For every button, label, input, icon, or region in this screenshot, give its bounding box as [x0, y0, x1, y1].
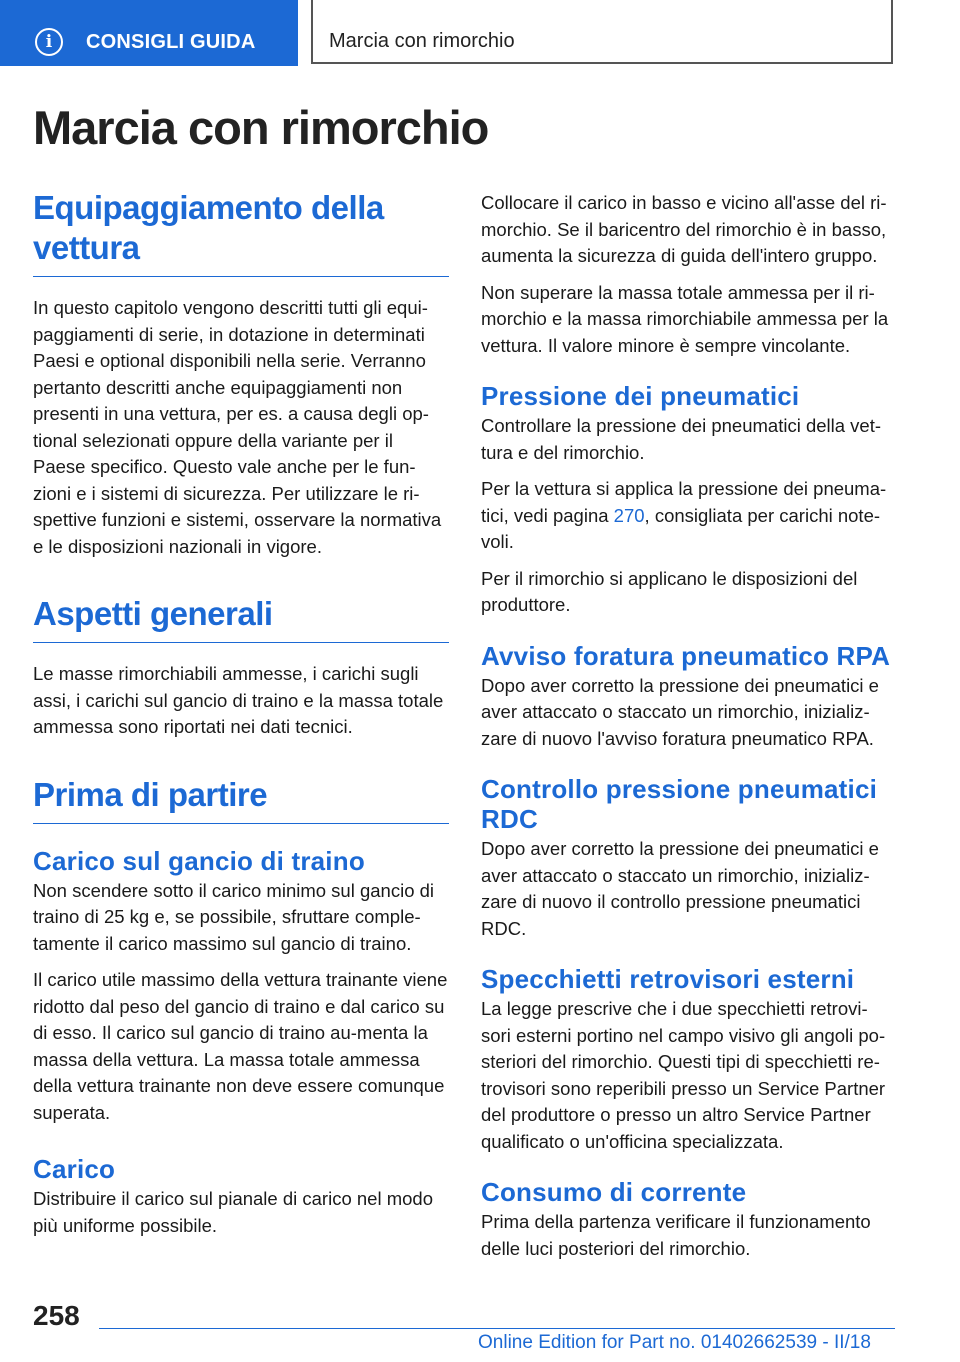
page-number: 258 [33, 1300, 80, 1331]
paragraph-rpa: Dopo aver corretto la pressione dei pneumatici e aver attaccato o staccato un rimorchio, inizializ-zare di nuovo l'avviso foratura pneumatico RPA. [481, 674, 879, 749]
paragraph-rdc: Dopo aver corretto la pressione dei pneumatici e aver attaccato o staccato un rimorchio, inizializ-zare di nuovo il controllo pressione pneumatici RDC. [481, 838, 879, 939]
chapter-header-title: Marcia con rimorchio [329, 30, 515, 52]
paragraph-equipaggiamento: In questo capitolo vengono descritti tutti gli equi-paggiamenti di serie, in dotazione in determinati Paesi e optional disponibili nella serie. Verranno pertanto descritti anche equipaggiamenti non presenti in una vettura, per es. a causa degli op-tional selezionati oppure della variante per il Paese specifico. Questo vale anche per le fun-zioni e i sistemi di sicurezza. Per utilizzare le ri-spettive funzioni e sistemi, osservare la normativa e le disposizioni nazionali in vigore. [33, 297, 442, 557]
chapter-header [311, 0, 893, 64]
paragraph-pressione-2-end: , consigliata per carichi note-voli. [481, 504, 881, 552]
page-title: Marcia con rimorchio [33, 101, 489, 154]
heading-rpa: Avviso foratura pneumatico RPA [481, 640, 891, 671]
left-column [33, 188, 449, 1239]
section-tab-label: CONSIGLI GUIDA [86, 31, 256, 53]
paragraph-carico-gancio-2: Il carico utile massimo della vettura trainante viene ridotto dal peso del gancio di traino e dal carico su di esso. Il carico sul gancio di traino au-menta la massa della vettura. La massa totale ammessa della vettura trainante non deve essere comunque superata. [33, 969, 448, 1123]
heading-equipaggiamento: Equipaggiamento della vettura [33, 188, 449, 277]
section-tab[interactable] [0, 0, 298, 66]
paragraph-carico-gancio-1: Non scendere sotto il carico minimo sul gancio di traino di 25 kg e, se possibile, sfruttare comple-tamente il carico massimo sul gancio di traino. [33, 879, 435, 954]
paragraph-carico: Distribuire il carico sul pianale di carico nel modo più uniforme possibile. [33, 1188, 433, 1236]
paragraph-pressione-3: Per il rimorchio si applicano le disposizioni del produttore. [481, 567, 858, 615]
paragraph-pressione-1: Controllare la pressione dei pneumatici della vet-tura e del rimorchio. [481, 415, 882, 463]
heading-prima-di-partire: Prima di partire [33, 775, 449, 824]
paragraph-collocare-carico: Collocare il carico in basso e vicino all'asse del ri-morchio. Se il baricentro del rimorchio è in basso, aumenta la sicurezza di guida dell'intero gruppo. [481, 192, 887, 266]
heading-specchietti: Specchietti retrovisori esterni [481, 964, 855, 994]
heading-consumo-corrente: Consumo di corrente [481, 1177, 747, 1207]
paragraph-pressione-2-start: Per la vettura si applica la pressione dei pneuma-tici, vedi pagina [481, 478, 887, 526]
heading-carico-gancio: Carico sul gancio di traino [33, 845, 365, 876]
info-icon: i [35, 28, 63, 56]
paragraph-pressione-2 [481, 476, 896, 556]
paragraph-specchietti: La legge prescrive che i due specchietti retrovi-sori esterni portino nel campo visivo gli angoli po-steriori del rimorchio. Questi tipi di specchietti re-trovisori sono reperibili presso un Service Partner del produttore o presso un altro Service Partner qualificato o un'officina specializzata. [481, 998, 886, 1152]
footer-divider [99, 1328, 895, 1329]
page-270-link[interactable]: 270 [613, 504, 645, 526]
paragraph-consumo-corrente: Prima della partenza verificare il funzionamento delle luci posteriori del rimorchio. [481, 1211, 871, 1259]
paragraph-massa-totale: Non superare la massa totale ammessa per il ri-morchio e la massa rimorchiabile ammessa per la vettura. Il valore minore è sempre vincolante. [481, 281, 889, 356]
right-column [481, 190, 896, 1262]
paragraph-aspetti-generali: Le masse rimorchiabili ammesse, i carichi sugli assi, i carichi sul gancio di traino e la massa totale ammessa sono riportati nei dati tecnici. [33, 663, 444, 737]
heading-aspetti-generali: Aspetti generali [33, 594, 449, 643]
heading-carico: Carico [33, 1154, 116, 1184]
heading-rdc: Controllo pressione pneumatici RDC [481, 774, 878, 834]
footer-edition-text: Online Edition for Part no. 01402662539 - II/18 [478, 1332, 871, 1353]
heading-pressione-pneumatici: Pressione dei pneumatici [481, 381, 800, 411]
